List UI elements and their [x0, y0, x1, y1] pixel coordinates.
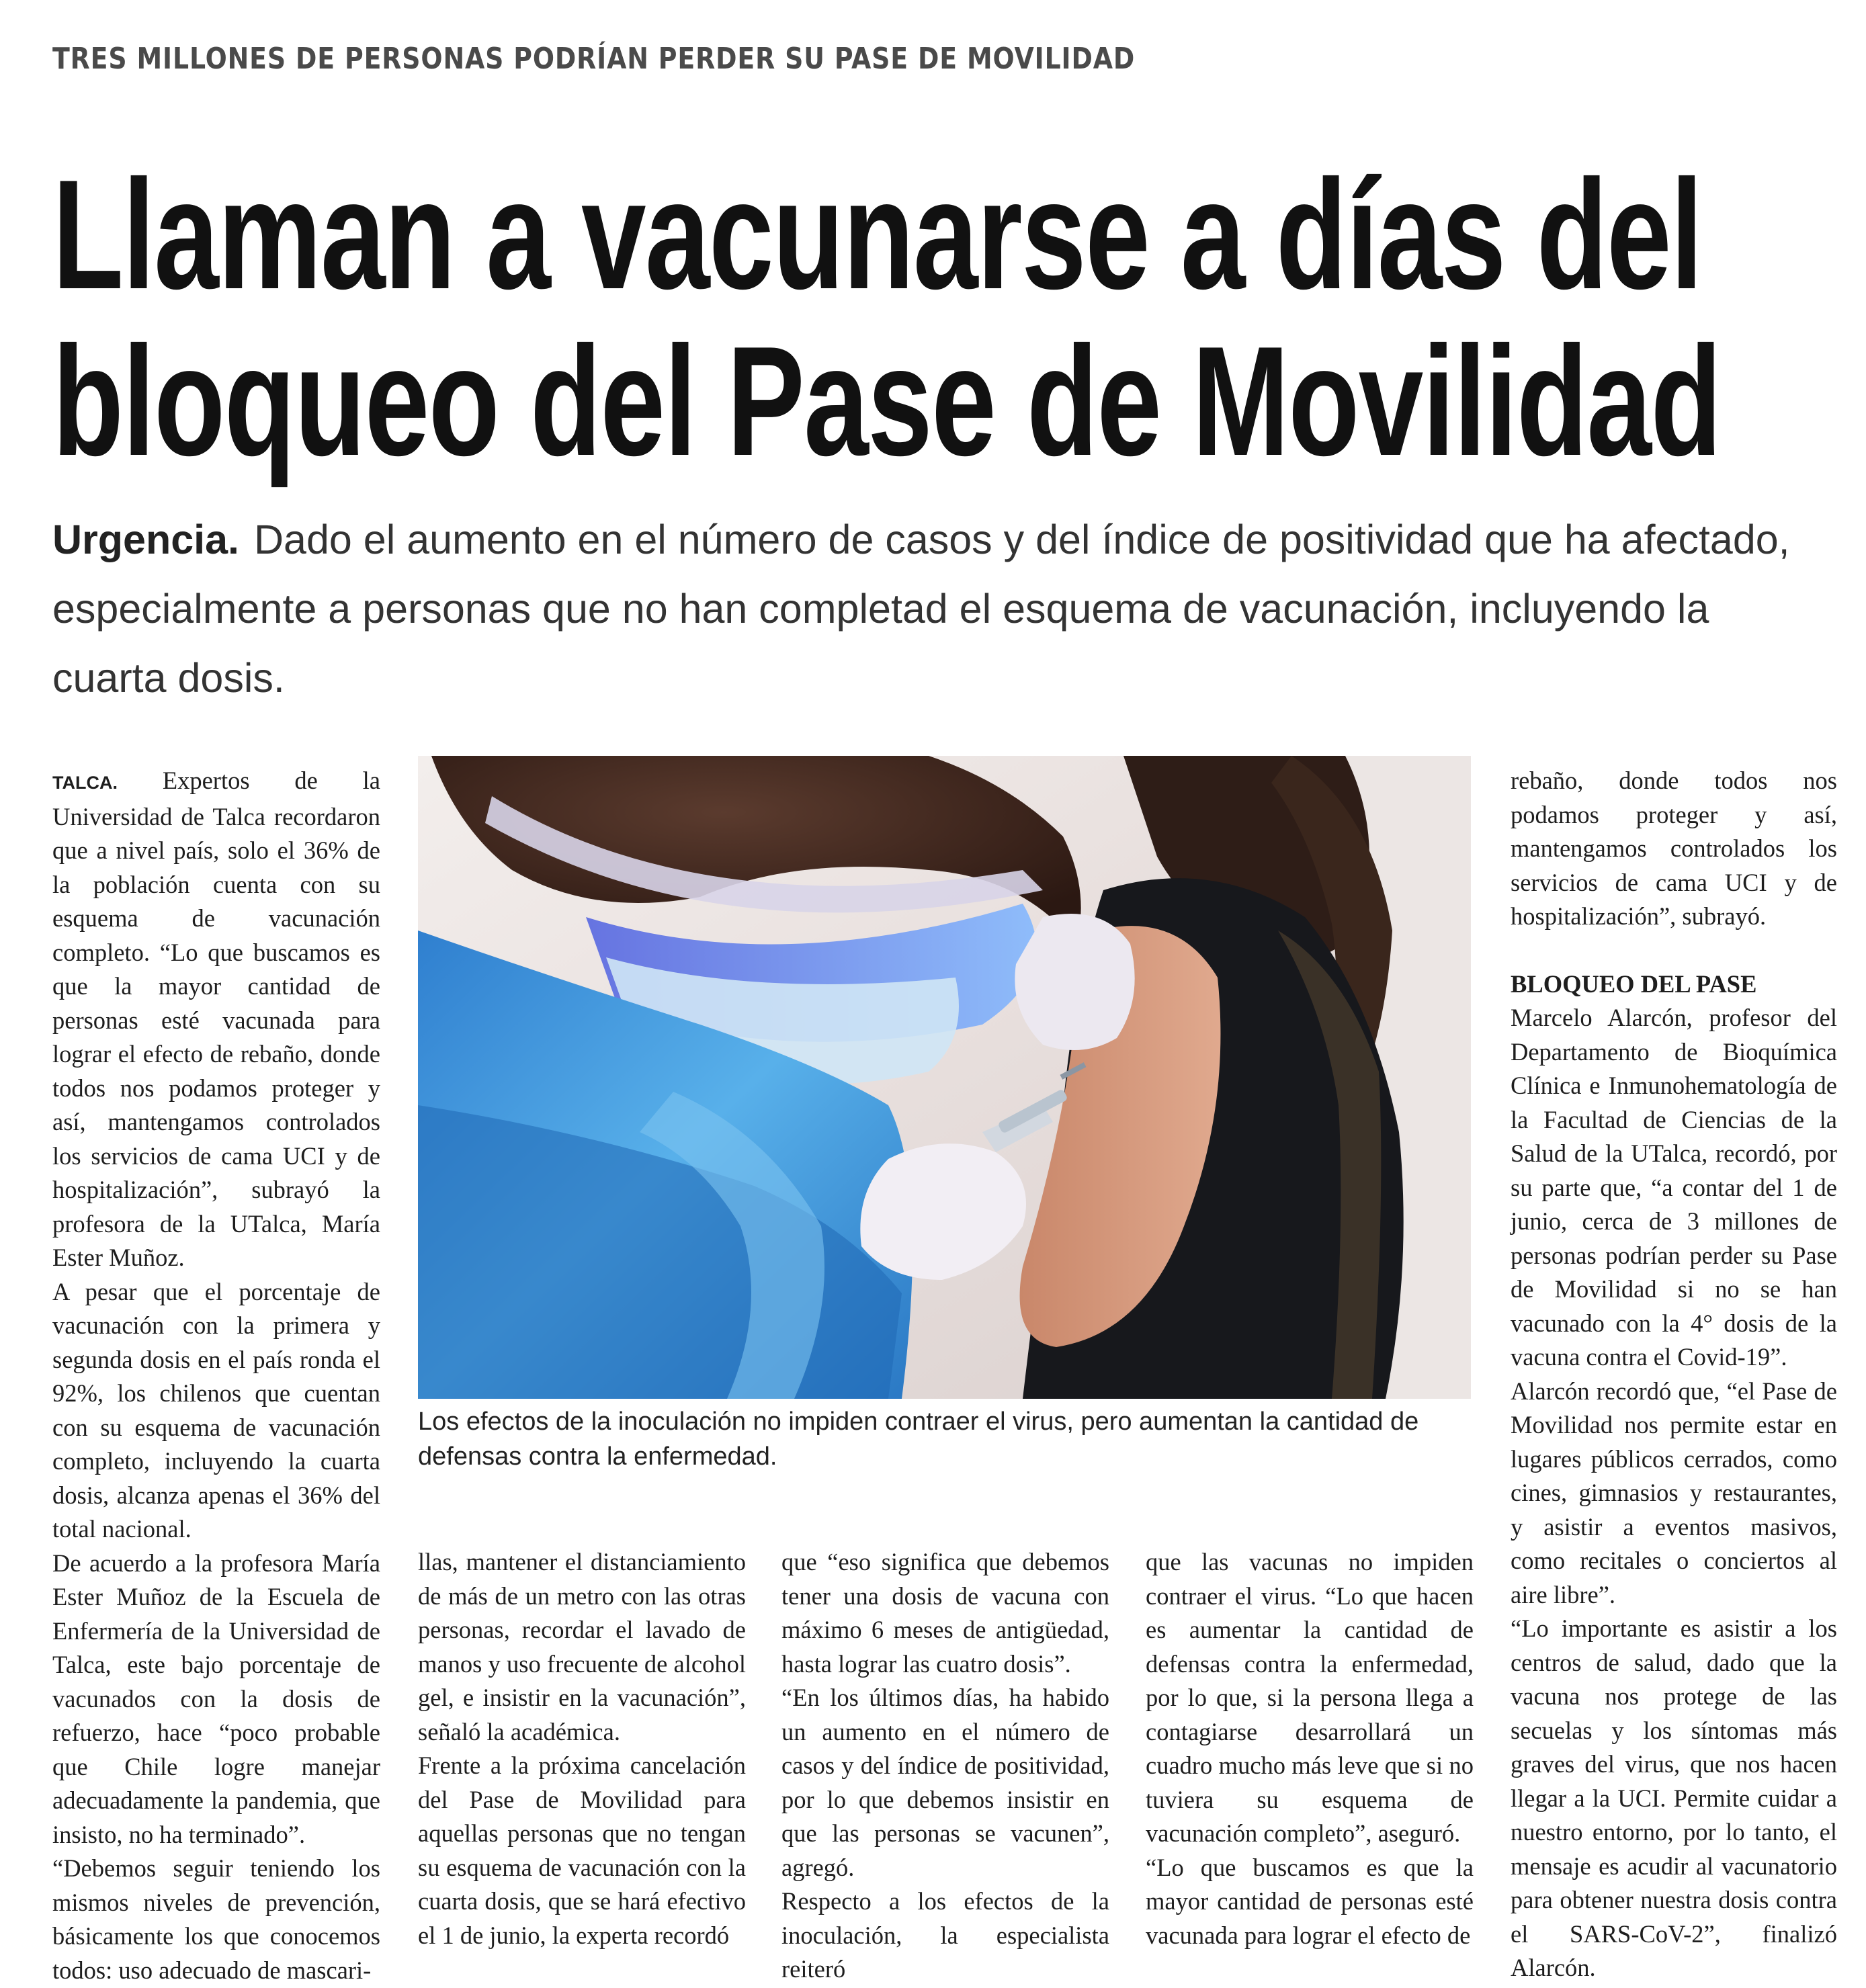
paragraph: “Lo importante es asistir a los centros de salud, dado que la vacuna nos protege de las secuelas y los síntomas más graves del virus, que nos hacen llegar a la UCI. Permite cuidar a nuestro entorno, por lo tanto, el mensaje es acudir al vacunatorio para obtener nuestra dosis contra el SARS-CoV-2”, finalizó Alarcón. [1511, 1614, 1837, 1981]
headline-line-2: bloqueo del Pase de Movilidad [52, 314, 1721, 488]
article-column-4 [1146, 1545, 1474, 1952]
paragraph: Marcelo Alarcón, profesor del Departamento de Bioquímica Clínica e Inmunohematología de la Facultad de Ciencias de la Salud de la UTalca, recordó, por su parte que, “a contar del 1 de junio, cerca de 3 millones de personas podrían perder su Pase de Movilidad si no se han vacunado con la 4° dosis de la vacuna contra el Covid-19”. [1511, 1004, 1837, 1371]
deck-text: Dado el aumento en el número de casos y del índice de positividad que ha afectado, especialmente a personas que no han completad el esquema de vacunación, incluyendo la cuarta dosis. [52, 517, 1790, 701]
paragraph: “Lo que buscamos es que la mayor cantidad de personas esté vacunada para lograr el efecto de [1146, 1853, 1474, 1949]
paragraph: que las vacunas no impiden contraer el virus. “Lo que hacen es aumentar la cantidad de defensas contra la enfermedad, por lo que, si la persona llega a contagiarse desarrollará un cuadro mucho más leve que si no tuviera su esquema de vacunación completo”, aseguró. [1146, 1548, 1474, 1847]
vaccination-photo-icon [418, 756, 1471, 1399]
paragraph: “Debemos seguir teniendo los mismos niveles de prevención, básicamente los que conocemos todos: uso adecuado de mascari- [52, 1854, 380, 1984]
deck-lead: Urgencia. [52, 517, 239, 562]
paragraph: Respecto a los efectos de la inoculación, la especialista reiteró [781, 1887, 1109, 1983]
article-column-5 [1511, 764, 1837, 1985]
paragraph: De acuerdo a la profesora María Ester Muñoz de la Escuela de Enfermería de la Universidad de Talca, este bajo porcentaje de vacunados con la dosis de refuerzo, hace “poco probable que Chile logre manejar adecuadamente la pandemia, que insisto, no ha terminado”. [52, 1549, 380, 1848]
paragraph: llas, mantener el distanciamiento de más de un metro con las otras personas, recordar el lavado de manos y uso frecuente de alcohol gel, e insistir en la vacunación”, señaló la académica. [418, 1548, 746, 1745]
paragraph: Alarcón recordó que, “el Pase de Movilidad nos permite estar en lugares públicos cerrados, como cines, gimnasios y restaurantes, y asistir a eventos masivos, como recitales o conciertos al aire libre”. [1511, 1377, 1837, 1608]
headline [52, 148, 1721, 488]
article-column-3 [781, 1545, 1109, 1987]
paragraph: rebaño, donde todos nos podamos proteger y así, mantengamos controlados los servicios de cama UCI y de hospitalización”, subrayó. [1511, 767, 1837, 930]
vaccination-photo [418, 756, 1471, 1399]
photo-caption: Los efectos de la inoculación no impiden contraer el virus, pero aumentan la cantidad de defensas contra la enfermedad. [418, 1408, 1419, 1471]
section-subhead: BLOQUEO DEL PASE [1511, 969, 1757, 998]
paragraph: Frente a la próxima cancelación del Pase de Movilidad para aquellas personas que no tengan su esquema de vacunación con la cuarta dosis, que se hará efectivo el 1 de junio, la experta recordó [418, 1752, 746, 1949]
dateline: TALCA. [52, 773, 118, 793]
deck [52, 505, 1826, 713]
paragraph-text: Expertos de la Universidad de Talca recordaron que a nivel país, solo el 36% de la población cuenta con su esquema de vacunación completo. “Lo que buscamos es que la mayor cantidad de personas esté vacunada para lograr el efecto de rebaño, donde todos nos podamos proteger y así, mantengamos controlados los servicios de cama UCI y de hospitalización”, subrayó la profesora de la UTalca, María Ester Muñoz. [52, 767, 380, 1271]
paragraph: A pesar que el porcentaje de vacunación con la primera y segunda dosis en el país ronda el 92%, los chilenos que cuentan con su esquema de vacunación completo, incluyendo la cuarta dosis, alcanza apenas el 36% del total nacional. [52, 1277, 380, 1543]
kicker: TRES MILLONES DE PERSONAS PODRÍAN PERDER SU PASE DE MOVILIDAD [52, 42, 1136, 76]
article-column-1 [52, 764, 380, 1987]
paragraph: “En los últimos días, ha habido un aumento en el número de casos y del índice de positividad, por lo que debemos insistir en que las personas se vacunen”, agregó. [781, 1684, 1109, 1881]
paragraph: que “eso significa que debemos tener una dosis de vacuna con máximo 6 meses de antigüedad, hasta lograr las cuatro dosis”. [781, 1548, 1109, 1678]
paragraph [52, 764, 380, 1275]
headline-line-1: Llaman a vacunarse a días del [52, 148, 1702, 322]
article-column-2 [418, 1545, 746, 1952]
